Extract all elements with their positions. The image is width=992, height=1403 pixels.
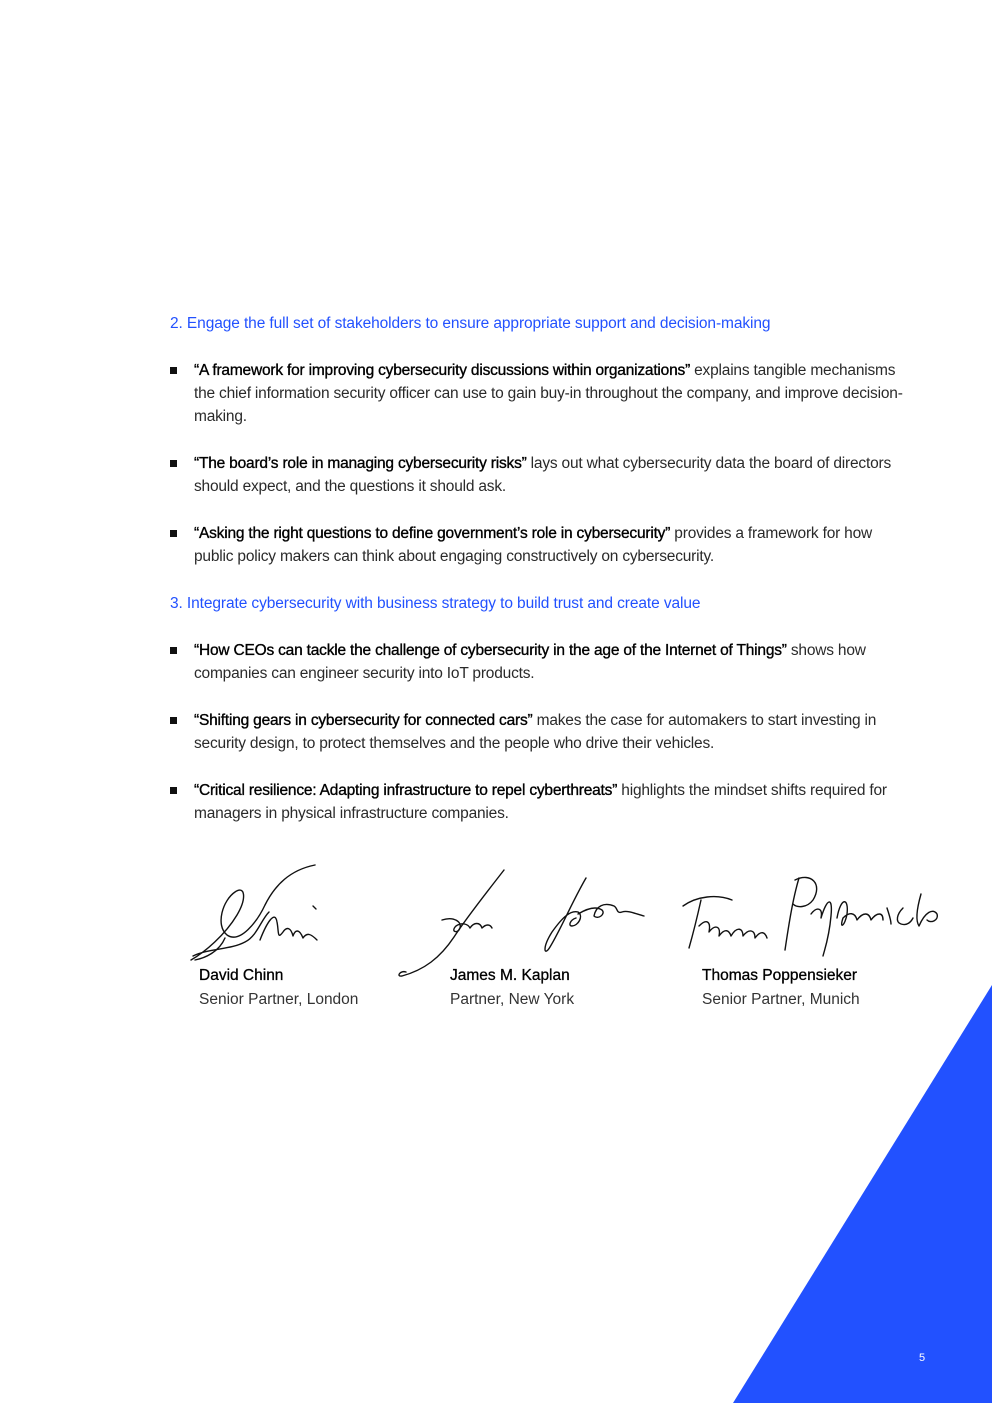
- signer-name: Thomas Poppensieker: [702, 967, 858, 984]
- signer-name: David Chinn: [199, 967, 284, 984]
- item-description: explains tangible mechanisms the chief information security officer can use to gain buy-in throughout the company, and improve decision-making.: [194, 362, 903, 425]
- article-link[interactable]: “Shifting gears in cybersecurity for connected cars”: [194, 712, 533, 729]
- list-item: [170, 639, 915, 685]
- bullet-marker: [170, 367, 177, 374]
- item-description: shows how companies can engineer security into IoT products.: [194, 642, 866, 682]
- signer-role: Senior Partner, London: [199, 991, 359, 1008]
- signer-name: James M. Kaplan: [450, 967, 570, 984]
- signature-thomas-poppensieker: [677, 868, 947, 963]
- item-description: highlights the mindset shifts required for managers in physical infrastructure companies.: [194, 782, 887, 822]
- article-link[interactable]: “The board’s role in managing cybersecurity risks”: [194, 455, 527, 472]
- article-link[interactable]: “A framework for improving cybersecurity discussions within organizations”: [194, 362, 691, 379]
- signature-james-kaplan: [392, 862, 652, 982]
- section-heading-2: 2. Engage the full set of stakeholders to ensure appropriate support and decision-making: [170, 315, 771, 332]
- bullet-marker: [170, 647, 177, 654]
- article-link[interactable]: “How CEOs can tackle the challenge of cybersecurity in the age of the Internet of Things”: [194, 642, 787, 659]
- article-link[interactable]: “Critical resilience: Adapting infrastructure to repel cyberthreats”: [194, 782, 618, 799]
- signature-david-chinn: [185, 860, 335, 965]
- list-item: [170, 779, 915, 825]
- list-item: [170, 522, 915, 568]
- page-number: 5: [918, 1352, 926, 1364]
- item-description: makes the case for automakers to start investing in security design, to protect themselves and the people who drive their vehicles.: [194, 712, 877, 752]
- signer-role: Partner, New York: [450, 991, 575, 1008]
- item-description: provides a framework for how public policy makers can think about engaging constructively on cybersecurity.: [194, 525, 873, 565]
- signer-role: Senior Partner, Munich: [702, 991, 860, 1008]
- bullet-marker: [170, 530, 177, 537]
- list-item: [170, 452, 915, 498]
- bullet-marker: [170, 460, 177, 467]
- list-item: [170, 359, 915, 428]
- article-link[interactable]: “Asking the right questions to define government’s role in cybersecurity”: [194, 525, 671, 542]
- bullet-marker: [170, 787, 177, 794]
- list-item: [170, 709, 915, 755]
- item-description: lays out what cybersecurity data the board of directors should expect, and the questions it should ask.: [194, 455, 892, 495]
- bullet-marker: [170, 717, 177, 724]
- section-heading-3: 3. Integrate cybersecurity with business strategy to build trust and create value: [170, 595, 701, 612]
